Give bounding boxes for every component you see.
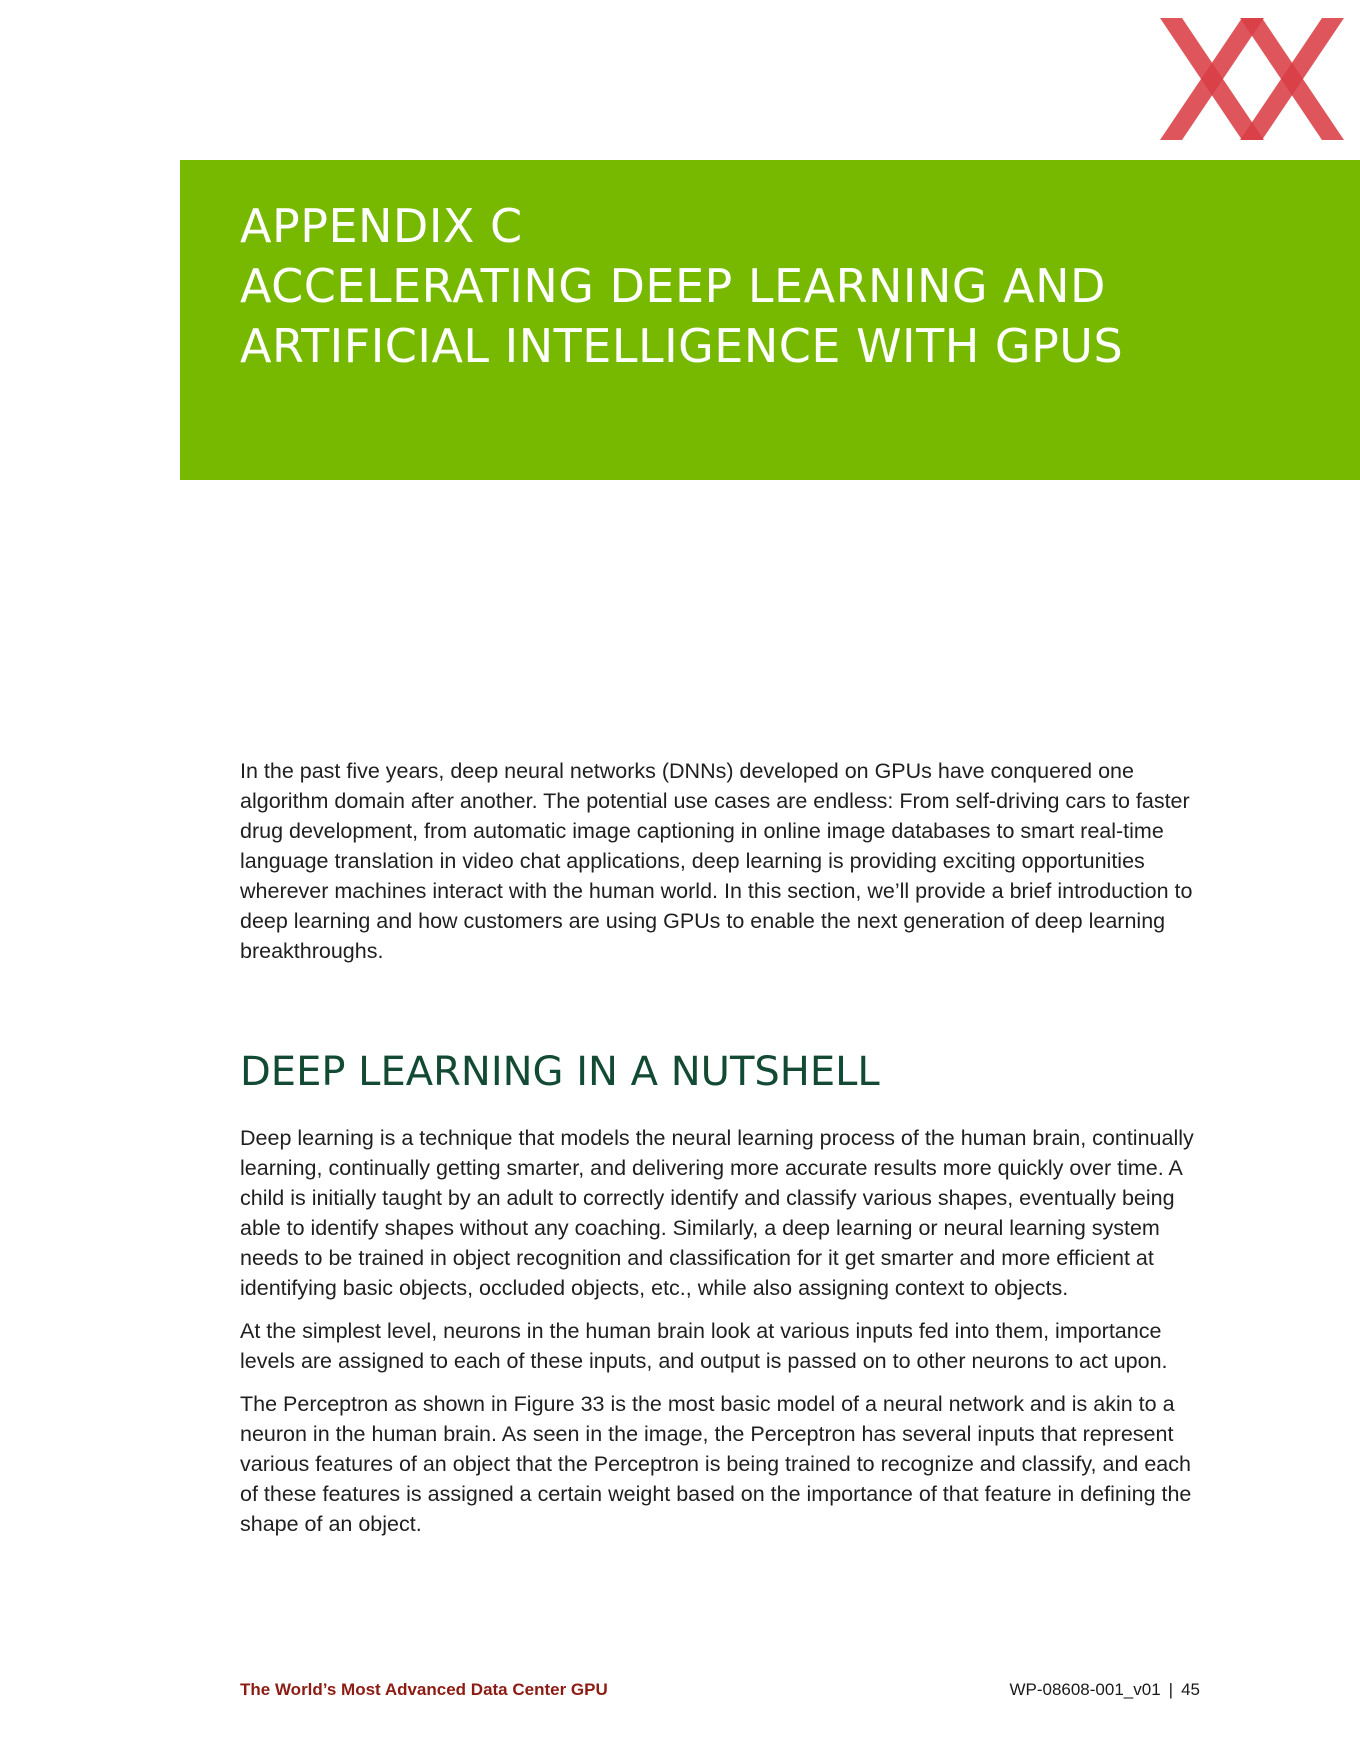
- footer-title: The World’s Most Advanced Data Center GPU: [240, 1680, 608, 1699]
- appendix-title: [240, 196, 1320, 376]
- footer-page-number: 45: [1181, 1680, 1200, 1699]
- footer-page-info: [1009, 1680, 1200, 1700]
- body-paragraph-2: At the simplest level, neurons in the human brain look at various inputs fed into them, importance levels are assigned to each of these inputs, and output is passed on to other neurons to act upon.: [240, 1319, 1168, 1373]
- body-paragraph-3: The Perceptron as shown in Figure 33 is the most basic model of a neural network and is akin to a neuron in the human brain. As seen in the image, the Perceptron has several inputs that represent various features of an object that the Perceptron is being trained to recognize and classify, and each of these features is assigned a certain weight based on the importance of that feature in defining the shape of an object.: [240, 1392, 1192, 1536]
- section-body: [240, 1123, 1206, 1539]
- appendix-title-line-2: ACCELERATING DEEP LEARNING AND: [240, 259, 1106, 313]
- xx-logo-icon: [1160, 18, 1344, 140]
- appendix-title-line-3: ARTIFICIAL INTELLIGENCE WITH GPUS: [240, 319, 1124, 373]
- xx-logo: [1160, 18, 1344, 140]
- intro-section: [240, 756, 1206, 966]
- body-paragraph-1: Deep learning is a technique that models the neural learning process of the human brain, continually learning, continually getting smarter, and delivering more accurate results more quickly over time. A child is initially taught by an adult to correctly identify and classify various shapes, eventually being able to identify shapes without any coaching. Similarly, a deep learning or neural learning system needs to be trained in object recognition and classification for it get smarter and more efficient at identifying basic objects, occluded objects, etc., while also assigning context to objects.: [240, 1126, 1194, 1300]
- footer-separator: |: [1168, 1680, 1174, 1699]
- intro-paragraph: In the past five years, deep neural networks (DNNs) developed on GPUs have conquered one algorithm domain after another. The potential use cases are endless: From self-driving cars to faster drug development, from automatic image captioning in online image databases to smart real-time language translation in video chat applications, deep learning is providing exciting opportunities wherever machines interact with the human world. In this section, we’ll provide a brief introduction to deep learning and how customers are using GPUs to enable the next generation of deep learning breakthroughs.: [240, 759, 1193, 963]
- appendix-title-line-1: APPENDIX C: [240, 199, 523, 253]
- section-heading: DEEP LEARNING IN A NUTSHELL: [240, 1049, 880, 1095]
- appendix-banner: [180, 160, 1360, 480]
- footer-doc-id: WP-08608-001_v01: [1009, 1680, 1161, 1699]
